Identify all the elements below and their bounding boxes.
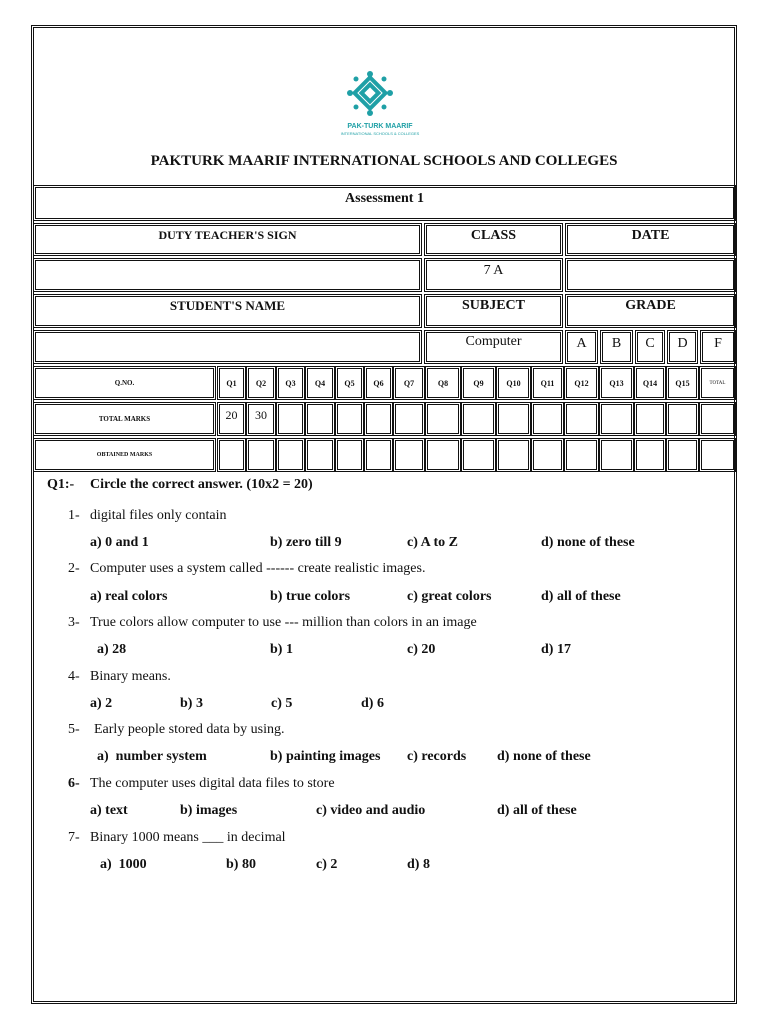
obtained-q8[interactable] — [425, 438, 461, 472]
question-7-text: Binary 1000 means ___ in decimal — [90, 830, 286, 845]
student-name-field[interactable] — [33, 330, 422, 364]
question-5-option-d[interactable]: d) none of these — [497, 749, 591, 764]
obtained-q5[interactable] — [335, 438, 364, 472]
question-1-option-d[interactable]: d) none of these — [541, 535, 635, 550]
q6-header: Q6 — [364, 366, 393, 400]
question-3-option-d[interactable]: d) 17 — [541, 642, 571, 657]
question-7-number: 7- — [68, 830, 80, 845]
total-marks-q8 — [425, 402, 461, 436]
question-6-text: The computer uses digital data files to store — [90, 776, 335, 791]
question-1-number: 1- — [68, 508, 80, 523]
question-3-number: 3- — [68, 615, 80, 630]
question-5-option-c[interactable]: c) records — [407, 749, 467, 764]
duty-teacher-sign-field[interactable] — [33, 258, 422, 292]
obtained-q3[interactable] — [276, 438, 305, 472]
q13-header: Q13 — [599, 366, 634, 400]
question-7-option-c[interactable]: c) 2 — [316, 857, 338, 872]
question-3-text: True colors allow computer to use --- million than colors in an image — [90, 615, 477, 630]
section-title: Circle the correct answer. (10x2 = 20) — [90, 477, 313, 492]
question-1-option-a[interactable]: a) 0 and 1 — [90, 535, 149, 550]
question-4-option-d[interactable]: d) 6 — [361, 696, 384, 711]
question-6-option-b[interactable]: b) images — [180, 803, 238, 818]
date-field[interactable] — [565, 258, 736, 292]
question-1-option-b[interactable]: b) zero till 9 — [270, 535, 342, 550]
question-7-option-d[interactable]: d) 8 — [407, 857, 430, 872]
total-marks-q10 — [496, 402, 531, 436]
question-2-text: Computer uses a system called ------ create realistic images. — [90, 561, 426, 576]
total-marks-q14 — [634, 402, 666, 436]
obtained-q6[interactable] — [364, 438, 393, 472]
question-4-option-a[interactable]: a) 2 — [90, 696, 113, 711]
class-header: CLASS — [424, 223, 563, 256]
q15-header: Q15 — [666, 366, 699, 400]
obtained-q15[interactable] — [666, 438, 699, 472]
q8-header: Q8 — [425, 366, 461, 400]
subject-header: SUBJECT — [424, 294, 563, 328]
q3-header: Q3 — [276, 366, 305, 400]
obtained-q14[interactable] — [634, 438, 666, 472]
logo-brand: PAK-TURK MAARIF — [347, 122, 413, 130]
total-marks-q1: 20 — [217, 402, 246, 436]
obtained-q10[interactable] — [496, 438, 531, 472]
student-name-header: STUDENT'S NAME — [33, 294, 422, 328]
question-2-option-b[interactable]: b) true colors — [270, 589, 351, 604]
q10-header: Q10 — [496, 366, 531, 400]
school-logo-icon — [345, 70, 397, 120]
total-marks-q12 — [564, 402, 599, 436]
section-number: Q1:- — [47, 477, 75, 492]
question-1-option-c[interactable]: c) A to Z — [407, 535, 458, 550]
school-name: PAKTURK MAARIF INTERNATIONAL SCHOOLS AND COLLEGES — [150, 152, 618, 169]
question-4-text: Binary means. — [90, 669, 171, 684]
subject-value: Computer — [424, 330, 563, 364]
q2-header: Q2 — [246, 366, 276, 400]
question-3-option-b[interactable]: b) 1 — [270, 642, 293, 657]
total-marks-q7 — [393, 402, 425, 436]
total-marks-sum — [699, 402, 736, 436]
grade-f[interactable]: F — [700, 330, 736, 364]
question-1-text: digital files only contain — [90, 508, 227, 523]
obtained-q11[interactable] — [531, 438, 564, 472]
total-marks-q15 — [666, 402, 699, 436]
question-4-option-b[interactable]: b) 3 — [180, 696, 203, 711]
question-6-option-a[interactable]: a) text — [90, 803, 128, 818]
question-2-number: 2- — [68, 561, 80, 576]
question-7-option-a[interactable]: a) 1000 — [100, 857, 147, 872]
date-header: DATE — [565, 223, 736, 256]
obtained-q9[interactable] — [461, 438, 496, 472]
question-5-option-b[interactable]: b) painting images — [270, 749, 381, 764]
qno-label: Q.NO. — [33, 366, 216, 400]
question-3-option-a[interactable]: a) 28 — [97, 642, 127, 657]
q12-header: Q12 — [564, 366, 599, 400]
question-6-number: 6- — [68, 776, 80, 791]
grade-c[interactable]: C — [635, 330, 665, 364]
question-6-option-c[interactable]: c) video and audio — [316, 803, 426, 818]
total-marks-q13 — [599, 402, 634, 436]
question-7-option-b[interactable]: b) 80 — [226, 857, 256, 872]
total-marks-label: TOTAL MARKS — [33, 402, 216, 436]
question-5-number: 5- — [68, 722, 80, 737]
total-marks-q9 — [461, 402, 496, 436]
q5-header: Q5 — [335, 366, 364, 400]
question-2-option-c[interactable]: c) great colors — [407, 589, 492, 604]
obtained-q4[interactable] — [305, 438, 335, 472]
q4-header: Q4 — [305, 366, 335, 400]
q1-header: Q1 — [217, 366, 246, 400]
obtained-total[interactable] — [699, 438, 736, 472]
question-4-option-c[interactable]: c) 5 — [271, 696, 293, 711]
obtained-q2[interactable] — [246, 438, 276, 472]
total-marks-q5 — [335, 402, 364, 436]
logo-tagline: INTERNATIONAL SCHOOLS & COLLEGES — [340, 131, 420, 136]
class-value: 7 A — [424, 258, 563, 292]
grade-header: GRADE — [565, 294, 736, 328]
question-5-option-a[interactable]: a) number system — [97, 749, 207, 764]
grade-a[interactable]: A — [565, 330, 598, 364]
obtained-marks-label: OBTAINED MARKS — [33, 438, 216, 472]
q7-header: Q7 — [393, 366, 425, 400]
duty-teacher-sign-header: DUTY TEACHER'S SIGN — [33, 223, 422, 256]
total-marks-q3 — [276, 402, 305, 436]
total-marks-q11 — [531, 402, 564, 436]
question-6-option-d[interactable]: d) all of these — [497, 803, 577, 818]
total-marks-q6 — [364, 402, 393, 436]
obtained-q13[interactable] — [599, 438, 634, 472]
question-4-number: 4- — [68, 669, 80, 684]
obtained-q12[interactable] — [564, 438, 599, 472]
question-2-option-d[interactable]: d) all of these — [541, 589, 621, 604]
question-5-text: Early people stored data by using. — [94, 722, 285, 737]
question-3-option-c[interactable]: c) 20 — [407, 642, 436, 657]
assessment-title: Assessment 1 — [33, 185, 736, 221]
q9-header: Q9 — [461, 366, 496, 400]
grade-d[interactable]: D — [667, 330, 698, 364]
obtained-q7[interactable] — [393, 438, 425, 472]
total-marks-q4 — [305, 402, 335, 436]
total-header: TOTAL — [699, 366, 736, 400]
question-2-option-a[interactable]: a) real colors — [90, 589, 168, 604]
obtained-q1[interactable] — [217, 438, 246, 472]
q11-header: Q11 — [531, 366, 564, 400]
grade-b[interactable]: B — [600, 330, 633, 364]
q14-header: Q14 — [634, 366, 666, 400]
total-marks-q2: 30 — [246, 402, 276, 436]
